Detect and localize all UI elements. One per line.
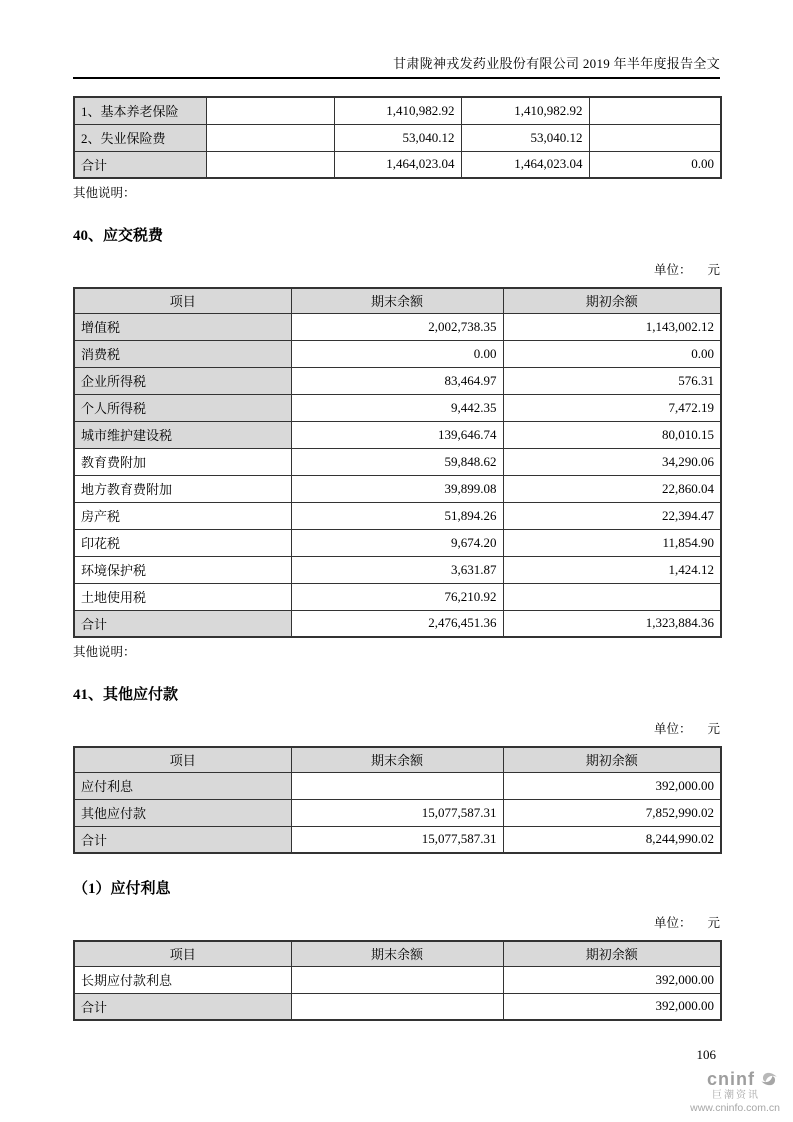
value-cell: 80,010.15 [503, 421, 721, 448]
value-cell: 76,210.92 [291, 583, 503, 610]
value-cell: 1,410,982.92 [334, 97, 461, 124]
unit-value: 元 [707, 263, 720, 277]
value-cell: 1,464,023.04 [461, 151, 589, 178]
column-header: 项目 [74, 288, 291, 313]
value-cell: 2,002,738.35 [291, 313, 503, 340]
value-cell [291, 772, 503, 799]
table-row [74, 502, 721, 529]
value-cell [206, 97, 334, 124]
value-cell: 9,442.35 [291, 394, 503, 421]
table-row [74, 394, 721, 421]
column-header: 项目 [74, 941, 291, 966]
value-cell [503, 583, 721, 610]
table-row [74, 826, 721, 853]
section-41-title: 41、其他应付款 [73, 687, 179, 703]
cninfo-url: www.cninfo.com.cn [690, 1102, 780, 1114]
table-header-row [74, 288, 721, 313]
column-header: 期初余额 [503, 941, 721, 966]
value-cell [206, 124, 334, 151]
value-cell: 1,424.12 [503, 556, 721, 583]
other-payables-table [73, 746, 722, 854]
column-header: 期初余额 [503, 288, 721, 313]
table-row [74, 529, 721, 556]
table-row [74, 610, 721, 637]
item-cell: 教育费附加 [74, 448, 291, 475]
value-cell: 39,899.08 [291, 475, 503, 502]
unit-label: 单位： [653, 916, 692, 930]
item-cell: 2、失业保险费 [74, 124, 206, 151]
item-cell: 增值税 [74, 313, 291, 340]
value-cell [291, 966, 503, 993]
item-cell: 城市维护建设税 [74, 421, 291, 448]
value-cell: 0.00 [589, 151, 721, 178]
value-cell: 53,040.12 [461, 124, 589, 151]
value-cell [206, 151, 334, 178]
table-row [74, 97, 721, 124]
unit-value: 元 [707, 916, 720, 930]
table-header-row [74, 747, 721, 772]
value-cell: 15,077,587.31 [291, 826, 503, 853]
value-cell: 7,852,990.02 [503, 799, 721, 826]
unit-value: 元 [707, 722, 720, 736]
table-row [74, 799, 721, 826]
value-cell: 1,143,002.12 [503, 313, 721, 340]
social-insurance-table [73, 96, 722, 179]
value-cell [589, 124, 721, 151]
value-cell: 2,476,451.36 [291, 610, 503, 637]
header-divider [73, 77, 720, 79]
other-note-1: 其他说明： [73, 186, 136, 200]
value-cell: 59,848.62 [291, 448, 503, 475]
table-row [74, 367, 721, 394]
item-cell: 房产税 [74, 502, 291, 529]
item-cell: 合计 [74, 151, 206, 178]
other-note-2: 其他说明： [73, 645, 136, 659]
table-row [74, 421, 721, 448]
item-cell: 长期应付款利息 [74, 966, 291, 993]
section-41-1-title: （1）应付利息 [73, 881, 171, 897]
item-cell: 企业所得税 [74, 367, 291, 394]
value-cell: 0.00 [291, 340, 503, 367]
item-cell: 消费税 [74, 340, 291, 367]
value-cell: 1,323,884.36 [503, 610, 721, 637]
value-cell: 15,077,587.31 [291, 799, 503, 826]
value-cell: 53,040.12 [334, 124, 461, 151]
value-cell: 83,464.97 [291, 367, 503, 394]
section-40-title: 40、应交税费 [73, 228, 164, 244]
value-cell: 139,646.74 [291, 421, 503, 448]
table-row [74, 151, 721, 178]
value-cell: 392,000.00 [503, 966, 721, 993]
item-cell: 地方教育费附加 [74, 475, 291, 502]
value-cell: 576.31 [503, 367, 721, 394]
item-cell: 环境保护税 [74, 556, 291, 583]
value-cell: 11,854.90 [503, 529, 721, 556]
table-row [74, 448, 721, 475]
value-cell: 1,410,982.92 [461, 97, 589, 124]
table-header-row [74, 941, 721, 966]
value-cell: 7,472.19 [503, 394, 721, 421]
value-cell: 8,244,990.02 [503, 826, 721, 853]
item-cell: 土地使用税 [74, 583, 291, 610]
unit-label: 单位： [653, 263, 692, 277]
cninfo-logo [690, 1069, 780, 1114]
item-cell: 合计 [74, 610, 291, 637]
table-row [74, 556, 721, 583]
value-cell: 22,394.47 [503, 502, 721, 529]
item-cell: 1、基本养老保险 [74, 97, 206, 124]
table-row [74, 313, 721, 340]
item-cell: 合计 [74, 993, 291, 1020]
value-cell: 0.00 [503, 340, 721, 367]
unit-line-41-1 [73, 915, 720, 931]
column-header: 期初余额 [503, 747, 721, 772]
value-cell: 51,894.26 [291, 502, 503, 529]
interest-payable-table [73, 940, 722, 1021]
table-row [74, 993, 721, 1020]
unit-label: 单位： [653, 722, 692, 736]
value-cell: 3,631.87 [291, 556, 503, 583]
unit-line-40 [73, 262, 720, 278]
column-header: 期末余额 [291, 288, 503, 313]
unit-line-41 [73, 721, 720, 737]
table-row [74, 124, 721, 151]
table-row [74, 772, 721, 799]
report-header-title: 甘肃陇神戎发药业股份有限公司 2019 年半年度报告全文 [393, 56, 720, 71]
value-cell: 22,860.04 [503, 475, 721, 502]
table-row [74, 475, 721, 502]
value-cell: 1,464,023.04 [334, 151, 461, 178]
table-row [74, 583, 721, 610]
taxes-payable-table [73, 287, 722, 638]
column-header: 期末余额 [291, 941, 503, 966]
item-cell: 应付利息 [74, 772, 291, 799]
value-cell: 34,290.06 [503, 448, 721, 475]
table-row [74, 966, 721, 993]
value-cell: 392,000.00 [503, 772, 721, 799]
table-row [74, 340, 721, 367]
value-cell: 9,674.20 [291, 529, 503, 556]
page-number: 106 [696, 1047, 716, 1062]
value-cell: 392,000.00 [503, 993, 721, 1020]
cninfo-brand-cn: 巨潮资讯 [712, 1090, 760, 1101]
column-header: 期末余额 [291, 747, 503, 772]
cninfo-brand-text: cninf [707, 1069, 755, 1089]
item-cell: 合计 [74, 826, 291, 853]
value-cell [291, 993, 503, 1020]
value-cell [589, 97, 721, 124]
item-cell: 其他应付款 [74, 799, 291, 826]
column-header: 项目 [74, 747, 291, 772]
item-cell: 印花税 [74, 529, 291, 556]
item-cell: 个人所得税 [74, 394, 291, 421]
cninfo-swirl-icon [758, 1069, 780, 1089]
